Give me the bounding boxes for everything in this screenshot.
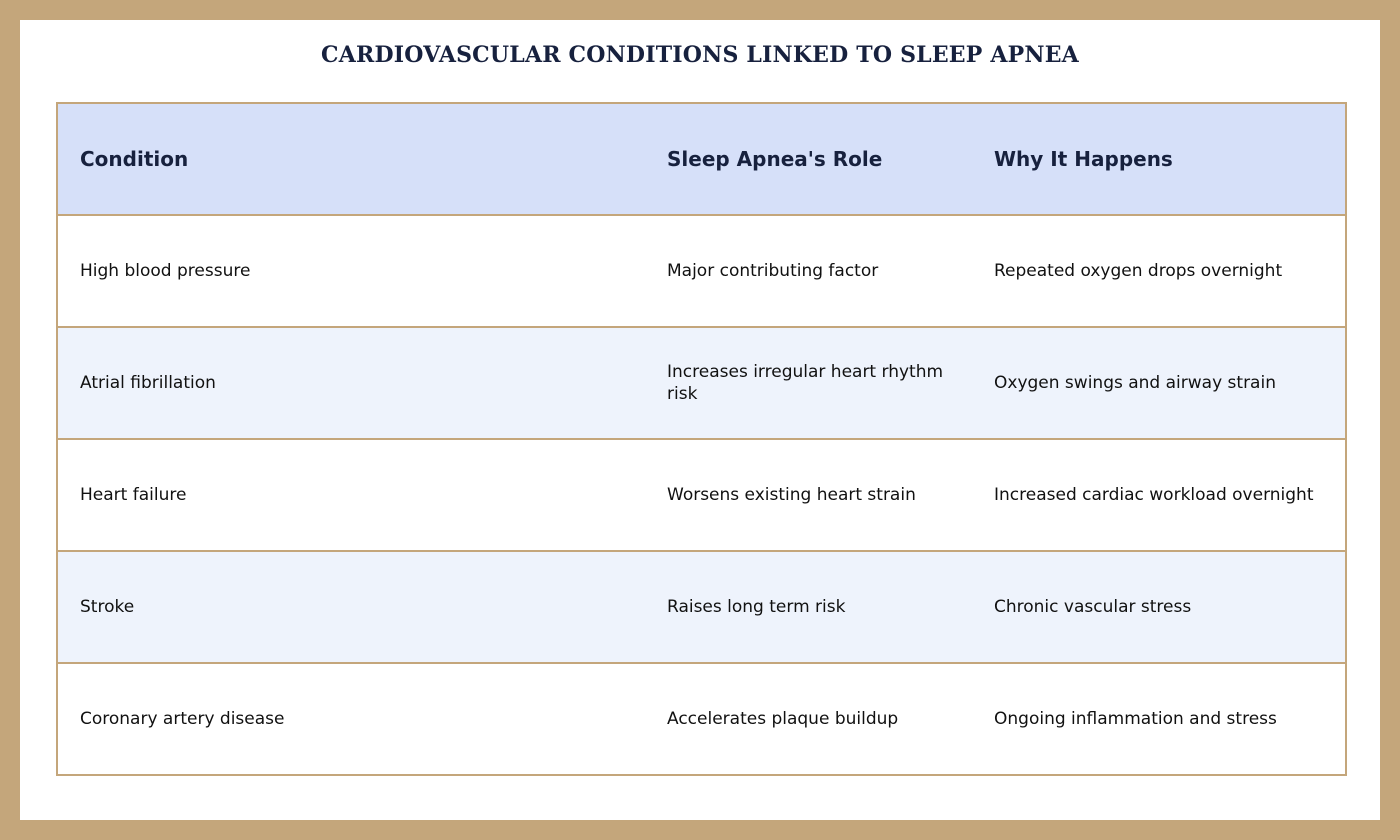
table-row — [57, 439, 1346, 551]
table-row — [57, 327, 1346, 439]
column-header-why: Why It Happens — [972, 103, 1346, 215]
table-header-row — [57, 103, 1346, 215]
cell-role: Accelerates plaque buildup — [645, 663, 972, 775]
cell-why: Chronic vascular stress — [972, 551, 1346, 663]
column-header-condition: Condition — [57, 103, 645, 215]
column-header-role: Sleep Apnea's Role — [645, 103, 972, 215]
cell-condition: Heart failure — [57, 439, 645, 551]
cell-condition: Coronary artery disease — [57, 663, 645, 775]
cell-why: Ongoing inflammation and stress — [972, 663, 1346, 775]
cell-why: Oxygen swings and airway strain — [972, 327, 1346, 439]
cell-condition: Atrial fibrillation — [57, 327, 645, 439]
cell-role: Increases irregular heart rhythm risk — [645, 327, 972, 439]
page-title: CARDIOVASCULAR CONDITIONS LINKED TO SLEEP APNEA — [321, 42, 1079, 68]
cell-why: Repeated oxygen drops overnight — [972, 215, 1346, 327]
table-row — [57, 215, 1346, 327]
cell-role: Worsens existing heart strain — [645, 439, 972, 551]
cell-condition: Stroke — [57, 551, 645, 663]
cell-role: Major contributing factor — [645, 215, 972, 327]
table-row — [57, 551, 1346, 663]
cell-condition: High blood pressure — [57, 215, 645, 327]
cell-role: Raises long term risk — [645, 551, 972, 663]
table-row — [57, 663, 1346, 775]
conditions-table — [56, 102, 1347, 776]
cell-why: Increased cardiac workload overnight — [972, 439, 1346, 551]
